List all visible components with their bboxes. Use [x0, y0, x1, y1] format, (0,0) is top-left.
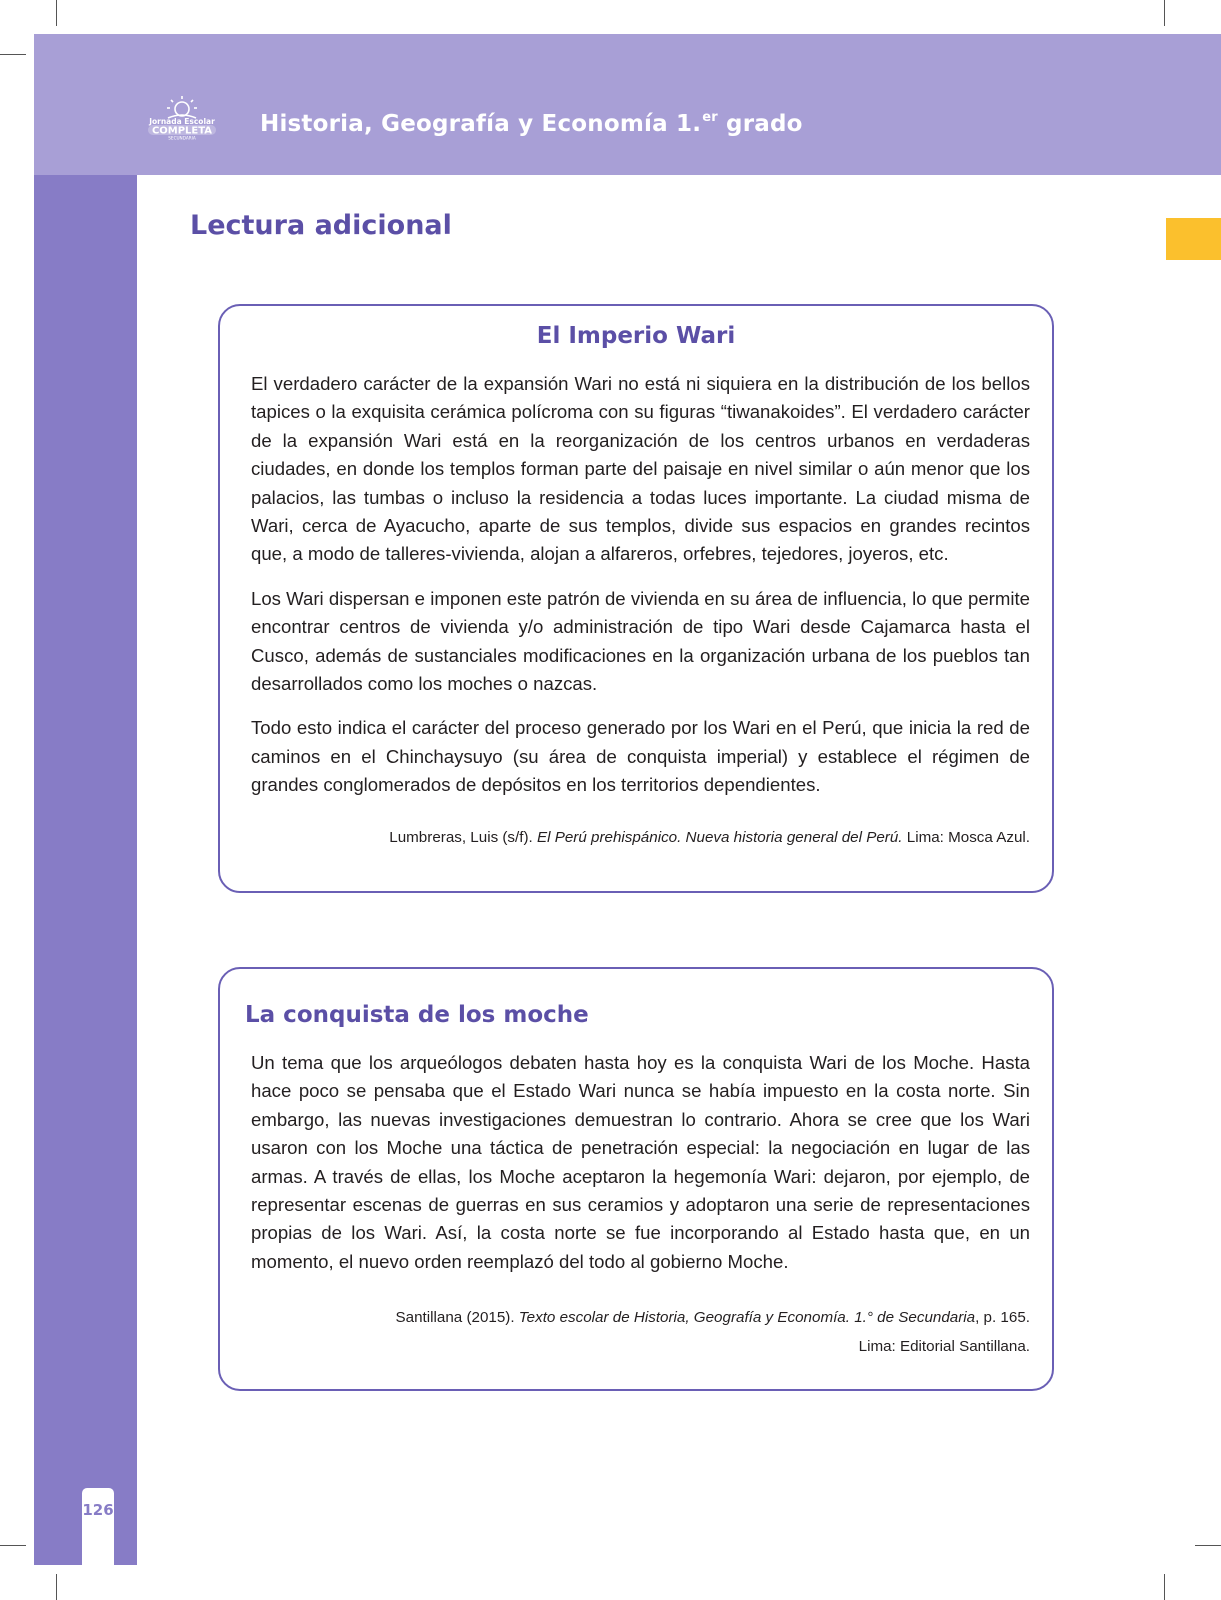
section-title: Lectura adicional: [190, 210, 452, 241]
header-title: Historia, Geografía y Economía 1.$^{er}$ grado: [260, 110, 803, 137]
reading-body: [251, 1049, 1030, 1292]
reading-box-conquista-moche: [218, 967, 1054, 1391]
header-title-superscript: er: [702, 110, 718, 125]
logo-line2: COMPLETA: [151, 125, 213, 137]
left-sidebar: [34, 175, 137, 1565]
paragraph: Todo esto indica el carácter del proceso generado por los Wari en el Perú, que inicia la red de caminos en el Chinchaysuyo (su área de conquista imperial) y establece el régimen de grandes conglomerados de depósitos en los territorios dependientes.: [251, 717, 1030, 796]
jornada-escolar-logo: [142, 94, 222, 140]
logo-line3: SECUNDARIA: [168, 135, 196, 140]
page-header: [34, 34, 1221, 175]
crop-mark: [1195, 1545, 1221, 1546]
crop-mark: [56, 0, 57, 26]
reading-title: El Imperio Wari: [536, 323, 736, 349]
source-publisher: Lima: Editorial Santillana.: [858, 1338, 1030, 1355]
source-work-title: Texto escolar de Historia, Geografía y Economía. 1.° de Secundaria: [518, 1309, 976, 1326]
source-work-title: El Perú prehispánico. Nueva historia general del Perú.: [536, 829, 903, 846]
crop-mark: [56, 1574, 57, 1600]
logo-line1: Jornada Escolar: [149, 117, 215, 126]
reading-source: Lumbreras, Luis (s/f). El Perú prehispánico. Nueva historia general del Perú. Lima: Mosca Azul.: [389, 829, 1030, 846]
crop-mark: [0, 1545, 26, 1546]
reading-body: [251, 370, 1030, 816]
page-number-tab: [82, 1488, 114, 1565]
crop-mark: [0, 54, 26, 55]
paragraph: Los Wari dispersan e imponen este patrón de vivienda en su área de influencia, lo que permite encontrar centros de vivienda y/o administración de tipo Wari desde Cajamarca hasta el Cusco, además de sustanciales modificaciones en la organización urbana de los pueblos tan desarrollados como los moches o nazcas.: [251, 587, 1030, 695]
reading-box-imperio-wari: [218, 304, 1054, 893]
paragraph: El verdadero carácter de la expansión Wari no está ni siquiera en la distribución de los bellos tapices o la exquisita cerámica polícroma con su figuras “tiwanakoides”. El verdadero carácter de la expansión Wari está en la reorganización de los centros urbanos en verdaderas ciudades, en donde los templos forman parte del paisaje en nivel similar o aún menor que los palacios, las tumbas o incluso la residencia a todas luces importante. La ciudad misma de Wari, cerca de Ayacucho, aparte de sus templos, divide sus espacios en grandes recintos que, a modo de talleres-vivienda, alojan a alfareros, orfebres, tejedores, joyeros, etc.: [251, 373, 1030, 565]
reading-title: La conquista de los moche: [245, 1002, 589, 1028]
crop-mark: [1164, 1574, 1165, 1600]
crop-mark: [1164, 0, 1165, 26]
section-marker-tab: [1166, 218, 1221, 260]
paragraph: Un tema que los arqueólogos debaten hasta hoy es la conquista Wari de los Moche. Hasta hace poco se pensaba que el Estado Wari nunca se había impuesto en la costa norte. Sin embargo, las nuevas investigaciones demuestran lo contrario. Ahora se cree que los Wari usaron con los Moche una táctica de penetración especial: la negociación en lugar de las armas. A través de ellas, los Moche aceptaron la hegemonía Wari: dejaron, por ejemplo, de representar escenas de guerras en sus ceramios y adoptaron una serie de representaciones propias de los Wari. Así, la costa norte se fue incorporando al Estado hasta que, en un momento, el nuevo orden reemplazó del todo al gobierno Moche.: [251, 1052, 1030, 1272]
sun-book-icon: [167, 96, 197, 118]
page-number: 126: [82, 1501, 114, 1519]
reading-source: Santillana (2015). Texto escolar de Historia, Geografía y Economía. 1.° de Secundaria, p. 165. Lima: Editorial Santillana.: [395, 1309, 1030, 1355]
